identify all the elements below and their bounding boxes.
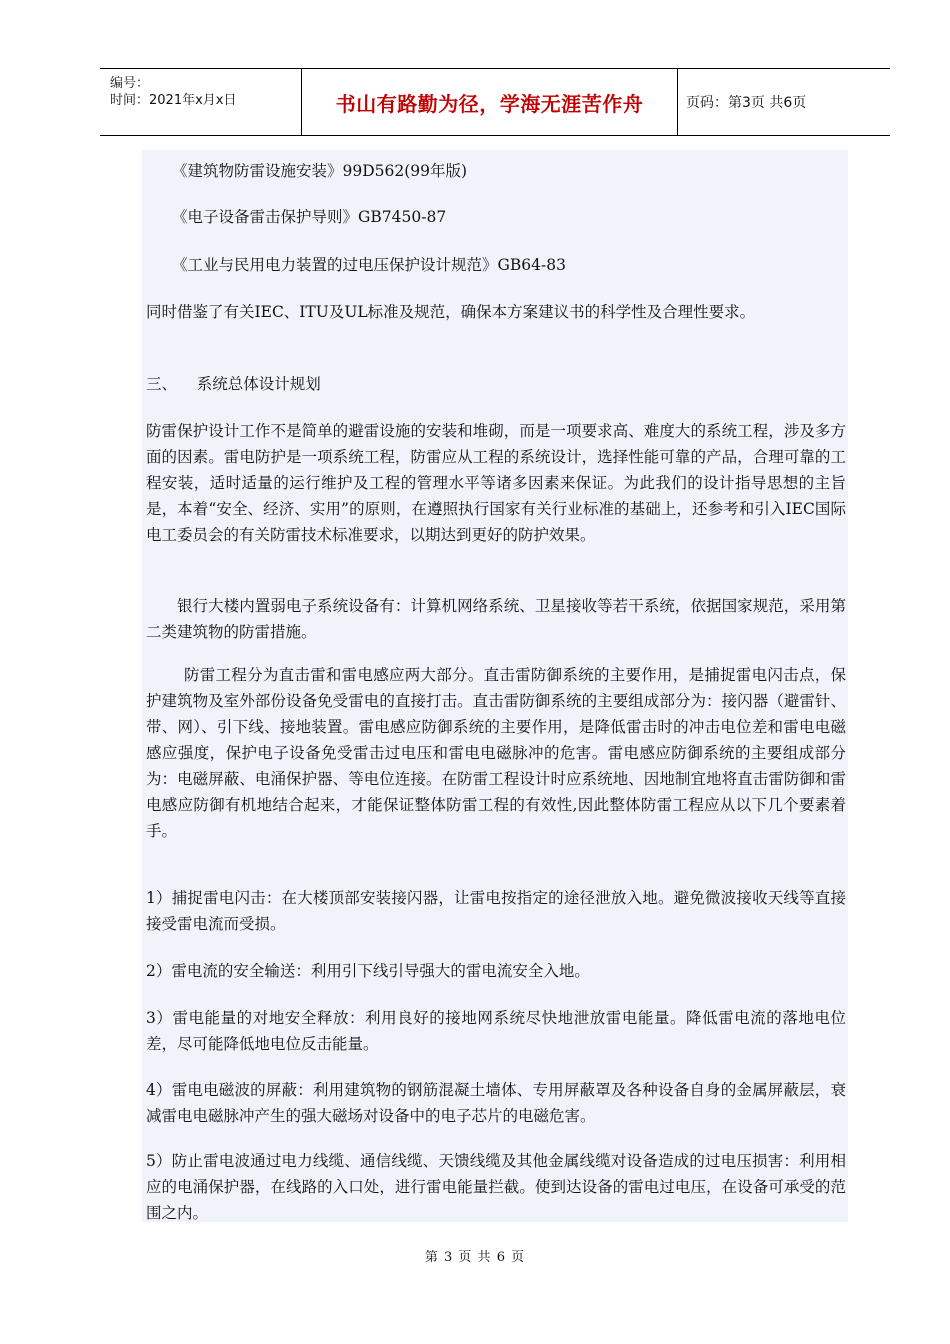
page-header (100, 68, 890, 136)
item-5: 5）防止雷电波通过电力线缆、通信线缆、天馈线缆及其他金属线缆对设备造成的过电压损害：利用相应的电涌保护器，在线路的入口处，进行雷电能量拦截。使到达设备的雷电过电压，在设备可承受的范围之内。 (146, 1152, 846, 1222)
item-2: 2）雷电流的安全输送：利用引下线引导强大的雷电流安全入地。 (146, 962, 590, 980)
section-heading: 三、 系统总体设计规划 (146, 375, 321, 393)
engineering-paragraph: 防雷工程分为直击雷和雷电感应两大部分。直击雷防御系统的主要作用，是捕捉雷电闪击点，保护建筑物及室外部份设备免受雷电的直接打击。直击雷防御系统的主要组成部分为：接闪器（避雷针、带、网）、引下线、接地装置。雷电感应防御系统的主要作用，是降低雷击时的冲击电位差和雷电电磁感应强度，保护电子设备免受雷击过电压和雷电电磁脉冲的危害。雷电感应防御系统的主要组成部分为：电磁屏蔽、电涌保护器、等电位连接。在防雷工程设计时应系统地、因地制宜地将直击雷防御和雷电感应防御有机地结合起来，才能保证整体防雷工程的有效性,因此整体防雷工程应从以下几个要素着手。 (146, 666, 846, 840)
document-body (142, 150, 848, 1222)
header-meta (100, 69, 300, 135)
reference-1: 《建筑物防雷设施安装》99D562(99年版) (172, 162, 468, 180)
reference-3: 《工业与民用电力装置的过电压保护设计规范》GB64-83 (172, 256, 566, 274)
header-motto-cell (301, 69, 678, 135)
page-footer: 第 3 页 共 6 页 (424, 1250, 526, 1265)
header-date: 时间：2021年x月x日 (110, 93, 237, 108)
item-4: 4）雷电电磁波的屏蔽：利用建筑物的钢筋混凝土墙体、专用屏蔽罩及各种设备自身的金属屏蔽层，衰减雷电电磁脉冲产生的强大磁场对设备中的电子芯片的电磁危害。 (146, 1081, 846, 1125)
header-page-cell (678, 69, 890, 135)
item-3: 3）雷电能量的对地安全释放：利用良好的接地网系统尽快地泄放雷电能量。降低雷电流的落地电位差，尽可能降低地电位反击能量。 (146, 1009, 846, 1053)
design-paragraph: 防雷保护设计工作不是简单的避雷设施的安装和堆砌，而是一项要求高、难度大的系统工程，涉及多方面的因素。雷电防护是一项系统工程，防雷应从工程的系统设计，选择性能可靠的产品，合理可靠的工程安装，适时适量的运行维护及工程的管理水平等诸多因素来保证。为此我们的设计指导思想的主旨是，本着“安全、经济、实用”的原则，在遵照执行国家有关行业标准的基础上，还参考和引入IEC国际电工委员会的有关防雷技术标准要求，以期达到更好的防护效果。 (146, 422, 846, 544)
standards-paragraph: 同时借鉴了有关IEC、ITU及UL标准及规范，确保本方案建议书的科学性及合理性要求。 (146, 303, 756, 321)
header-number: 编号： (110, 76, 150, 91)
header-page-number: 页码：第3页 共6页 (686, 95, 807, 111)
reference-2: 《电子设备雷击保护导则》GB7450-87 (172, 208, 447, 226)
bank-paragraph: 银行大楼内置弱电子系统设备有：计算机网络系统、卫星接收等若干系统，依据国家规范，采用第二类建筑物的防雷措施。 (146, 597, 846, 641)
header-motto: 书山有路勤为径，学海无涯苦作舟 (335, 91, 644, 116)
item-1: 1）捕捉雷电闪击：在大楼顶部安装接闪器，让雷电按指定的途径泄放入地。避免微波接收天线等直接接受雷电流而受损。 (146, 889, 846, 933)
